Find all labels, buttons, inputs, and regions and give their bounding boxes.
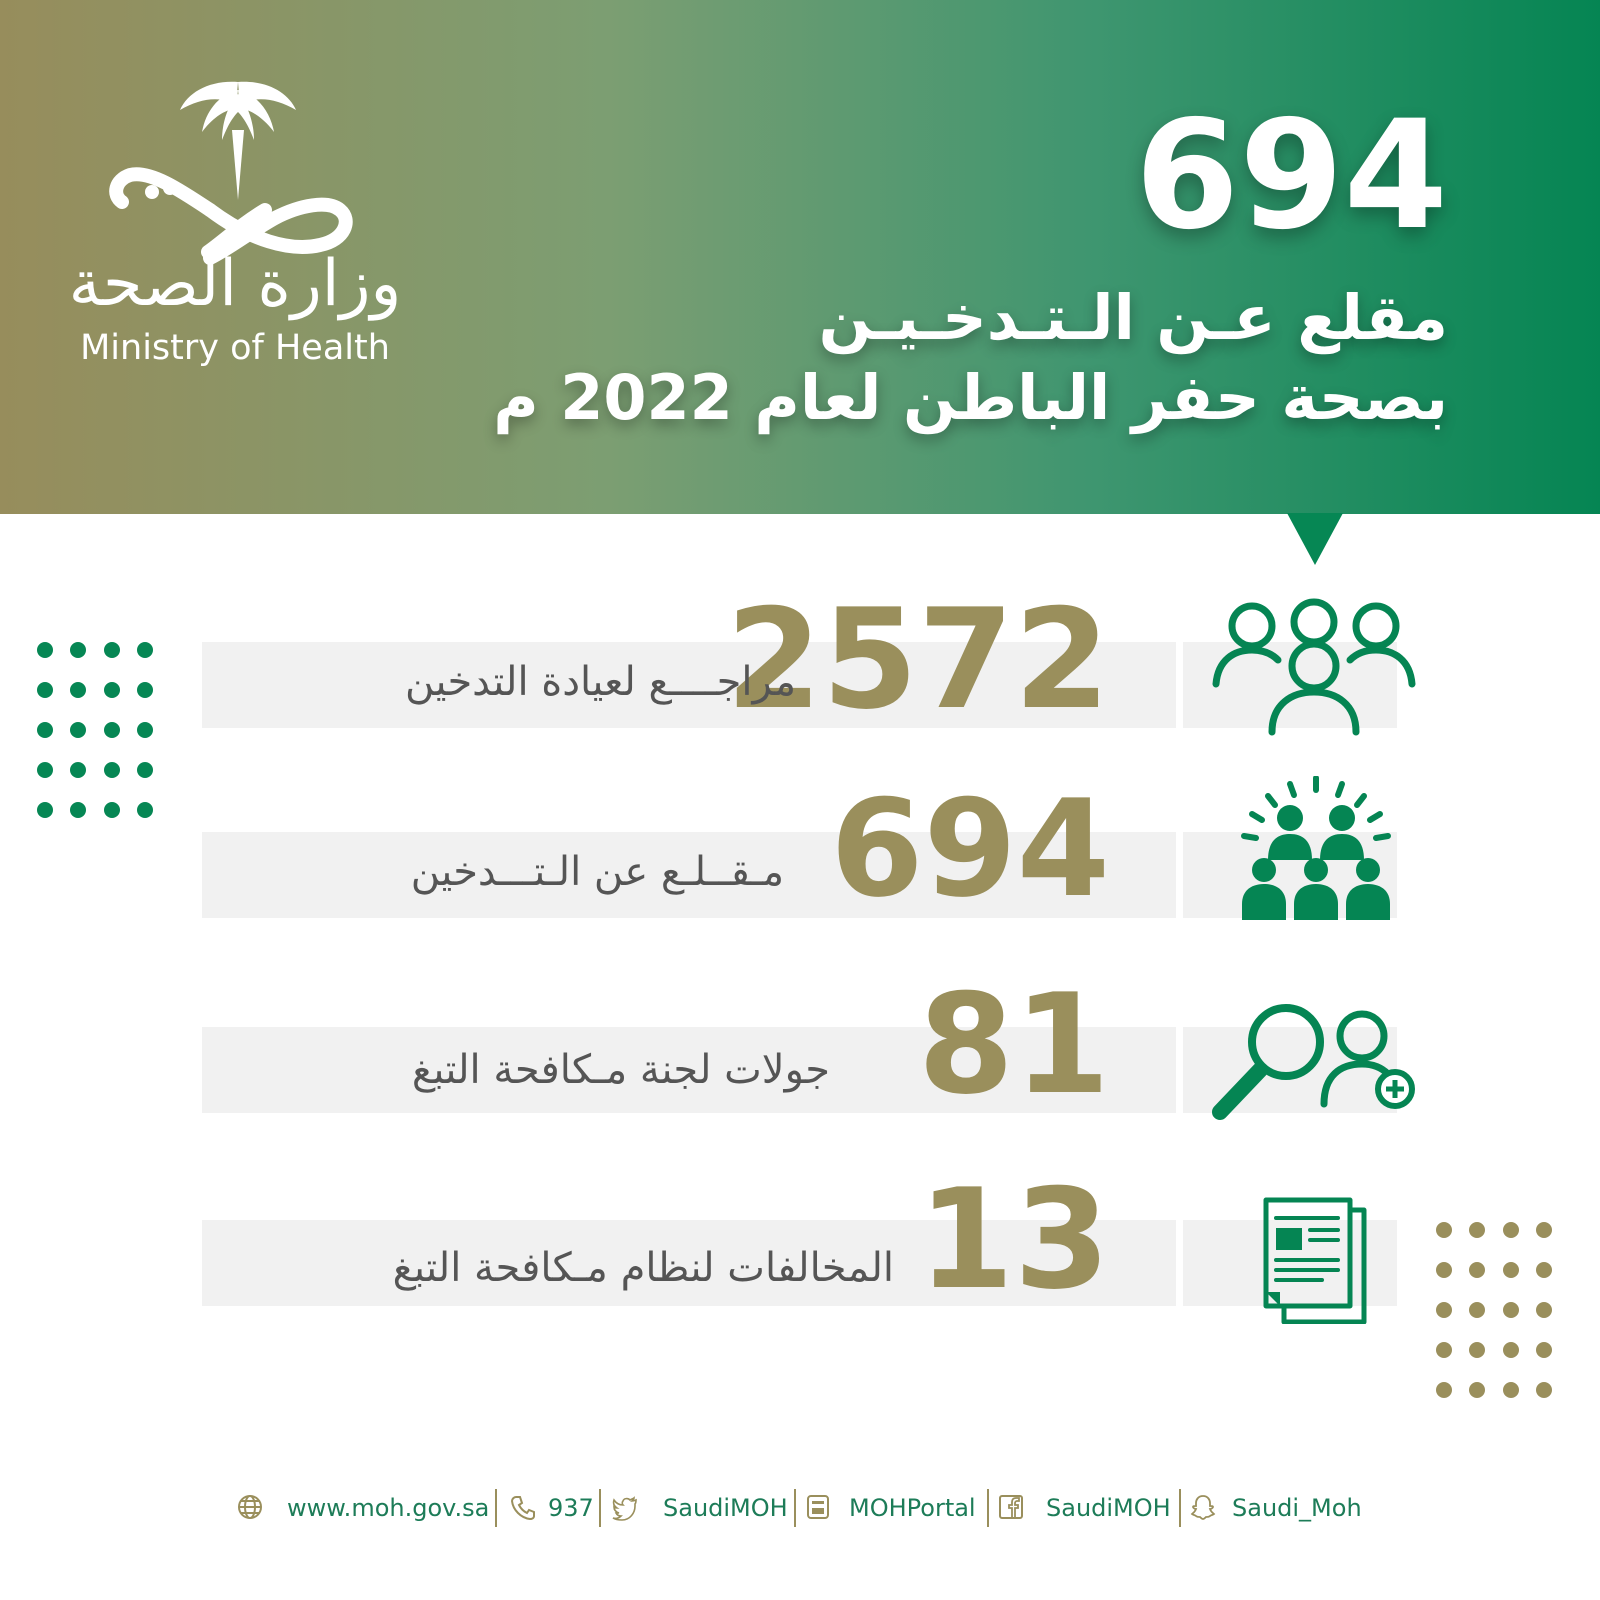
document-report-icon xyxy=(1260,1196,1374,1324)
stat-value-quitters: 694 xyxy=(830,771,1110,927)
stat-label-clinic-visitors: مراجــــع لعيادة التدخين xyxy=(404,659,796,705)
twitter-icon xyxy=(612,1493,638,1521)
celebrating-people-icon xyxy=(1238,776,1394,920)
footer-twitter-handle[interactable]: SaudiMOH xyxy=(663,1494,788,1522)
stat-label-quitters: مـقــلـع عن الـتـــدخين xyxy=(410,849,784,895)
logo-english-name: Ministry of Health xyxy=(80,328,390,368)
footer-website-link[interactable]: www.moh.gov.sa xyxy=(287,1494,490,1522)
logo-arabic-name: وزارة الصحة xyxy=(68,247,402,321)
youtube-icon xyxy=(805,1493,831,1521)
footer-phone-number[interactable]: 937 xyxy=(548,1494,594,1522)
stat-value-violations: 13 xyxy=(917,1159,1110,1320)
header-title-line2: بصحة حفر الباطن لعام 2022 م xyxy=(493,361,1448,434)
stat-label-committee-tours: جولات لجنة مـكافحة التبغ xyxy=(411,1047,830,1093)
stat-value-committee-tours: 81 xyxy=(917,964,1110,1125)
globe-icon xyxy=(237,1493,263,1521)
footer-contact-bar xyxy=(0,1485,1600,1531)
stat-value-clinic-visitors: 2572 xyxy=(725,579,1110,740)
footer-separator xyxy=(495,1489,497,1527)
stat-label-violations: المخالفات لنظام مـكافحة التبغ xyxy=(392,1245,894,1291)
footer-facebook-page[interactable]: SaudiMOH xyxy=(1046,1494,1171,1522)
decorative-dots-gold xyxy=(1425,1214,1565,1404)
footer-separator xyxy=(599,1489,601,1527)
header-pointer xyxy=(1287,513,1343,565)
search-user-add-icon xyxy=(1210,1002,1418,1124)
decorative-dots-green xyxy=(26,634,166,824)
footer-separator xyxy=(1179,1489,1181,1527)
phone-icon xyxy=(510,1493,536,1521)
footer-youtube-channel[interactable]: MOHPortal xyxy=(849,1494,976,1522)
footer-separator xyxy=(987,1489,989,1527)
footer-snapchat-handle[interactable]: Saudi_Moh xyxy=(1232,1494,1362,1522)
group-people-icon xyxy=(1210,598,1418,738)
header-title-line1: مقلع عـن الـتـدخـيـن xyxy=(818,281,1448,354)
facebook-icon xyxy=(998,1493,1024,1521)
footer-separator xyxy=(794,1489,796,1527)
snapchat-icon xyxy=(1190,1493,1216,1521)
header-big-number: 694 xyxy=(1134,89,1448,263)
